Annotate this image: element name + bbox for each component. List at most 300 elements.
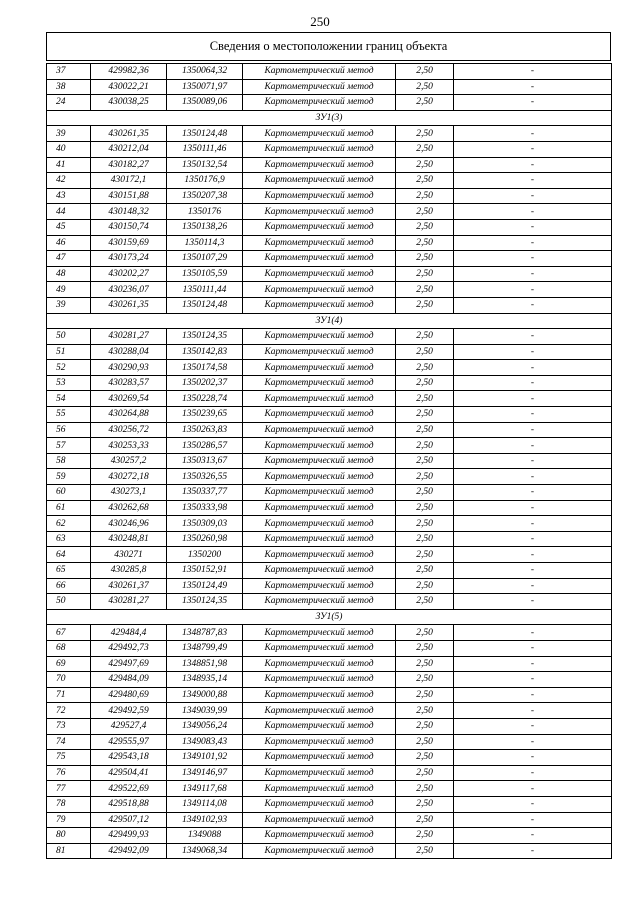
y-coordinate-cell: 1349146,97 xyxy=(167,765,243,781)
y-coordinate-cell: 1349039,99 xyxy=(167,703,243,719)
note-cell: - xyxy=(454,796,612,812)
accuracy-cell: 2,50 xyxy=(396,640,454,656)
x-coordinate-cell: 430290,93 xyxy=(91,360,167,376)
note-cell: - xyxy=(454,126,612,142)
accuracy-cell: 2,50 xyxy=(396,485,454,501)
table-row xyxy=(47,375,612,391)
x-coordinate-cell: 429492,59 xyxy=(91,703,167,719)
table-row xyxy=(47,703,612,719)
accuracy-cell: 2,50 xyxy=(396,64,454,80)
point-number-cell: 40 xyxy=(47,141,91,157)
x-coordinate-cell: 430151,88 xyxy=(91,188,167,204)
table-row xyxy=(47,750,612,766)
method-cell: Картометрический метод xyxy=(243,765,396,781)
method-cell: Картометрический метод xyxy=(243,828,396,844)
accuracy-cell: 2,50 xyxy=(396,453,454,469)
note-cell: - xyxy=(454,578,612,594)
note-cell: - xyxy=(454,360,612,376)
method-cell: Картометрический метод xyxy=(243,516,396,532)
accuracy-cell: 2,50 xyxy=(396,812,454,828)
note-cell: - xyxy=(454,282,612,298)
x-coordinate-cell: 430253,33 xyxy=(91,438,167,454)
point-number-cell: 50 xyxy=(47,329,91,345)
table-row xyxy=(47,485,612,501)
coordinates-table xyxy=(46,63,612,859)
x-coordinate-cell: 430248,81 xyxy=(91,531,167,547)
y-coordinate-cell: 1350309,03 xyxy=(167,516,243,532)
accuracy-cell: 2,50 xyxy=(396,516,454,532)
point-number-cell: 66 xyxy=(47,578,91,594)
note-cell: - xyxy=(454,656,612,672)
table-row xyxy=(47,656,612,672)
y-coordinate-cell: 1348787,83 xyxy=(167,625,243,641)
method-cell: Картометрический метод xyxy=(243,500,396,516)
point-number-cell: 55 xyxy=(47,407,91,423)
table-row xyxy=(47,126,612,142)
point-number-cell: 61 xyxy=(47,500,91,516)
note-cell: - xyxy=(454,640,612,656)
point-number-cell: 39 xyxy=(47,126,91,142)
method-cell: Картометрический метод xyxy=(243,734,396,750)
x-coordinate-cell: 430281,27 xyxy=(91,594,167,610)
note-cell: - xyxy=(454,344,612,360)
section-label: ЗУ1(5) xyxy=(47,609,612,625)
method-cell: Картометрический метод xyxy=(243,656,396,672)
x-coordinate-cell: 429480,69 xyxy=(91,687,167,703)
accuracy-cell: 2,50 xyxy=(396,329,454,345)
note-cell: - xyxy=(454,781,612,797)
table-row xyxy=(47,344,612,360)
point-number-cell: 62 xyxy=(47,516,91,532)
note-cell: - xyxy=(454,485,612,501)
x-coordinate-cell: 429543,18 xyxy=(91,750,167,766)
point-number-cell: 39 xyxy=(47,297,91,313)
table-row xyxy=(47,796,612,812)
table-row xyxy=(47,407,612,423)
method-cell: Картометрический метод xyxy=(243,485,396,501)
note-cell: - xyxy=(454,141,612,157)
y-coordinate-cell: 1350176,9 xyxy=(167,173,243,189)
note-cell: - xyxy=(454,422,612,438)
point-number-cell: 76 xyxy=(47,765,91,781)
x-coordinate-cell: 430246,96 xyxy=(91,516,167,532)
method-cell: Картометрический метод xyxy=(243,781,396,797)
method-cell: Картометрический метод xyxy=(243,718,396,734)
note-cell: - xyxy=(454,375,612,391)
point-number-cell: 37 xyxy=(47,64,91,80)
note-cell: - xyxy=(454,438,612,454)
table-row xyxy=(47,173,612,189)
table-row xyxy=(47,547,612,563)
note-cell: - xyxy=(454,329,612,345)
method-cell: Картометрический метод xyxy=(243,578,396,594)
table-row xyxy=(47,251,612,267)
method-cell: Картометрический метод xyxy=(243,687,396,703)
method-cell: Картометрический метод xyxy=(243,64,396,80)
accuracy-cell: 2,50 xyxy=(396,687,454,703)
table-row xyxy=(47,453,612,469)
x-coordinate-cell: 430173,24 xyxy=(91,251,167,267)
table-row xyxy=(47,500,612,516)
y-coordinate-cell: 1349083,43 xyxy=(167,734,243,750)
table-row xyxy=(47,718,612,734)
point-number-cell: 42 xyxy=(47,173,91,189)
table-row xyxy=(47,687,612,703)
accuracy-cell: 2,50 xyxy=(396,500,454,516)
x-coordinate-cell: 430288,04 xyxy=(91,344,167,360)
x-coordinate-cell: 430281,27 xyxy=(91,329,167,345)
point-number-cell: 68 xyxy=(47,640,91,656)
note-cell: - xyxy=(454,516,612,532)
y-coordinate-cell: 1350152,91 xyxy=(167,563,243,579)
point-number-cell: 59 xyxy=(47,469,91,485)
table-row xyxy=(47,157,612,173)
note-cell: - xyxy=(454,594,612,610)
x-coordinate-cell: 429522,69 xyxy=(91,781,167,797)
table-row xyxy=(47,765,612,781)
table-row xyxy=(47,329,612,345)
note-cell: - xyxy=(454,219,612,235)
method-cell: Картометрический метод xyxy=(243,251,396,267)
note-cell: - xyxy=(454,687,612,703)
accuracy-cell: 2,50 xyxy=(396,625,454,641)
y-coordinate-cell: 1350333,98 xyxy=(167,500,243,516)
y-coordinate-cell: 1350124,49 xyxy=(167,578,243,594)
table-row xyxy=(47,781,612,797)
table-row xyxy=(47,531,612,547)
coordinates-table-body xyxy=(47,64,612,859)
y-coordinate-cell: 1349117,68 xyxy=(167,781,243,797)
accuracy-cell: 2,50 xyxy=(396,563,454,579)
section-label: ЗУ1(3) xyxy=(47,110,612,126)
method-cell: Картометрический метод xyxy=(243,173,396,189)
table-row xyxy=(47,297,612,313)
accuracy-cell: 2,50 xyxy=(396,594,454,610)
table-row xyxy=(47,266,612,282)
point-number-cell: 75 xyxy=(47,750,91,766)
method-cell: Картометрический метод xyxy=(243,438,396,454)
y-coordinate-cell: 1350286,57 xyxy=(167,438,243,454)
accuracy-cell: 2,50 xyxy=(396,734,454,750)
section-row xyxy=(47,313,612,329)
method-cell: Картометрический метод xyxy=(243,266,396,282)
note-cell: - xyxy=(454,843,612,859)
method-cell: Картометрический метод xyxy=(243,640,396,656)
y-coordinate-cell: 1350207,38 xyxy=(167,188,243,204)
y-coordinate-cell: 1349114,08 xyxy=(167,796,243,812)
method-cell: Картометрический метод xyxy=(243,126,396,142)
y-coordinate-cell: 1349101,92 xyxy=(167,750,243,766)
method-cell: Картометрический метод xyxy=(243,235,396,251)
y-coordinate-cell: 1350107,29 xyxy=(167,251,243,267)
method-cell: Картометрический метод xyxy=(243,594,396,610)
y-coordinate-cell: 1349088 xyxy=(167,828,243,844)
table-row xyxy=(47,812,612,828)
point-number-cell: 56 xyxy=(47,422,91,438)
table-row xyxy=(47,843,612,859)
x-coordinate-cell: 429518,88 xyxy=(91,796,167,812)
table-row xyxy=(47,734,612,750)
accuracy-cell: 2,50 xyxy=(396,765,454,781)
x-coordinate-cell: 429497,69 xyxy=(91,656,167,672)
note-cell: - xyxy=(454,469,612,485)
x-coordinate-cell: 429492,73 xyxy=(91,640,167,656)
y-coordinate-cell: 1350174,58 xyxy=(167,360,243,376)
point-number-cell: 77 xyxy=(47,781,91,797)
y-coordinate-cell: 1350260,98 xyxy=(167,531,243,547)
point-number-cell: 46 xyxy=(47,235,91,251)
x-coordinate-cell: 429504,41 xyxy=(91,765,167,781)
point-number-cell: 60 xyxy=(47,485,91,501)
x-coordinate-cell: 429499,93 xyxy=(91,828,167,844)
accuracy-cell: 2,50 xyxy=(396,360,454,376)
y-coordinate-cell: 1350138,26 xyxy=(167,219,243,235)
note-cell: - xyxy=(454,500,612,516)
note-cell: - xyxy=(454,828,612,844)
section-row xyxy=(47,609,612,625)
table-row xyxy=(47,95,612,111)
x-coordinate-cell: 430257,2 xyxy=(91,453,167,469)
method-cell: Картометрический метод xyxy=(243,750,396,766)
x-coordinate-cell: 430261,37 xyxy=(91,578,167,594)
method-cell: Картометрический метод xyxy=(243,95,396,111)
method-cell: Картометрический метод xyxy=(243,329,396,345)
y-coordinate-cell: 1350111,44 xyxy=(167,282,243,298)
method-cell: Картометрический метод xyxy=(243,344,396,360)
note-cell: - xyxy=(454,235,612,251)
table-row xyxy=(47,204,612,220)
accuracy-cell: 2,50 xyxy=(396,235,454,251)
note-cell: - xyxy=(454,453,612,469)
y-coordinate-cell: 1350228,74 xyxy=(167,391,243,407)
note-cell: - xyxy=(454,251,612,267)
accuracy-cell: 2,50 xyxy=(396,578,454,594)
x-coordinate-cell: 430256,72 xyxy=(91,422,167,438)
y-coordinate-cell: 1350132,54 xyxy=(167,157,243,173)
method-cell: Картометрический метод xyxy=(243,531,396,547)
x-coordinate-cell: 430269,54 xyxy=(91,391,167,407)
point-number-cell: 44 xyxy=(47,204,91,220)
point-number-cell: 51 xyxy=(47,344,91,360)
note-cell: - xyxy=(454,812,612,828)
y-coordinate-cell: 1350142,83 xyxy=(167,344,243,360)
note-cell: - xyxy=(454,64,612,80)
point-number-cell: 70 xyxy=(47,672,91,688)
point-number-cell: 65 xyxy=(47,563,91,579)
note-cell: - xyxy=(454,204,612,220)
y-coordinate-cell: 1348935,14 xyxy=(167,672,243,688)
method-cell: Картометрический метод xyxy=(243,282,396,298)
note-cell: - xyxy=(454,734,612,750)
point-number-cell: 43 xyxy=(47,188,91,204)
y-coordinate-cell: 1350114,3 xyxy=(167,235,243,251)
note-cell: - xyxy=(454,173,612,189)
x-coordinate-cell: 429555,97 xyxy=(91,734,167,750)
point-number-cell: 81 xyxy=(47,843,91,859)
accuracy-cell: 2,50 xyxy=(396,422,454,438)
accuracy-cell: 2,50 xyxy=(396,79,454,95)
table-row xyxy=(47,469,612,485)
method-cell: Картометрический метод xyxy=(243,625,396,641)
accuracy-cell: 2,50 xyxy=(396,547,454,563)
method-cell: Картометрический метод xyxy=(243,297,396,313)
x-coordinate-cell: 430262,68 xyxy=(91,500,167,516)
accuracy-cell: 2,50 xyxy=(396,157,454,173)
accuracy-cell: 2,50 xyxy=(396,141,454,157)
method-cell: Картометрический метод xyxy=(243,360,396,376)
x-coordinate-cell: 430236,07 xyxy=(91,282,167,298)
x-coordinate-cell: 429527,4 xyxy=(91,718,167,734)
x-coordinate-cell: 430283,57 xyxy=(91,375,167,391)
point-number-cell: 72 xyxy=(47,703,91,719)
point-number-cell: 45 xyxy=(47,219,91,235)
method-cell: Картометрический метод xyxy=(243,796,396,812)
accuracy-cell: 2,50 xyxy=(396,796,454,812)
method-cell: Картометрический метод xyxy=(243,157,396,173)
table-row xyxy=(47,438,612,454)
table-row xyxy=(47,141,612,157)
point-number-cell: 48 xyxy=(47,266,91,282)
accuracy-cell: 2,50 xyxy=(396,344,454,360)
accuracy-cell: 2,50 xyxy=(396,266,454,282)
note-cell: - xyxy=(454,625,612,641)
note-cell: - xyxy=(454,297,612,313)
y-coordinate-cell: 1350124,35 xyxy=(167,329,243,345)
method-cell: Картометрический метод xyxy=(243,843,396,859)
table-row xyxy=(47,219,612,235)
accuracy-cell: 2,50 xyxy=(396,375,454,391)
table-row xyxy=(47,188,612,204)
table-row xyxy=(47,391,612,407)
point-number-cell: 50 xyxy=(47,594,91,610)
note-cell: - xyxy=(454,703,612,719)
y-coordinate-cell: 1350326,55 xyxy=(167,469,243,485)
accuracy-cell: 2,50 xyxy=(396,219,454,235)
table-row xyxy=(47,594,612,610)
point-number-cell: 57 xyxy=(47,438,91,454)
table-row xyxy=(47,828,612,844)
x-coordinate-cell: 430273,1 xyxy=(91,485,167,501)
accuracy-cell: 2,50 xyxy=(396,843,454,859)
page-number: 250 xyxy=(310,14,330,29)
y-coordinate-cell: 1350089,06 xyxy=(167,95,243,111)
y-coordinate-cell: 1349102,93 xyxy=(167,812,243,828)
accuracy-cell: 2,50 xyxy=(396,407,454,423)
table-row xyxy=(47,672,612,688)
method-cell: Картометрический метод xyxy=(243,547,396,563)
table-row xyxy=(47,282,612,298)
point-number-cell: 41 xyxy=(47,157,91,173)
point-number-cell: 64 xyxy=(47,547,91,563)
y-coordinate-cell: 1350111,46 xyxy=(167,141,243,157)
x-coordinate-cell: 430212,04 xyxy=(91,141,167,157)
accuracy-cell: 2,50 xyxy=(396,282,454,298)
table-row xyxy=(47,235,612,251)
note-cell: - xyxy=(454,407,612,423)
y-coordinate-cell: 1350124,35 xyxy=(167,594,243,610)
table-title: Сведения о местоположении границ объекта xyxy=(46,32,611,61)
point-number-cell: 78 xyxy=(47,796,91,812)
point-number-cell: 38 xyxy=(47,79,91,95)
note-cell: - xyxy=(454,718,612,734)
note-cell: - xyxy=(454,266,612,282)
point-number-cell: 80 xyxy=(47,828,91,844)
point-number-cell: 47 xyxy=(47,251,91,267)
x-coordinate-cell: 429507,12 xyxy=(91,812,167,828)
x-coordinate-cell: 430264,88 xyxy=(91,407,167,423)
y-coordinate-cell: 1348799,49 xyxy=(167,640,243,656)
x-coordinate-cell: 429982,36 xyxy=(91,64,167,80)
x-coordinate-cell: 430261,35 xyxy=(91,297,167,313)
y-coordinate-cell: 1349056,24 xyxy=(167,718,243,734)
method-cell: Картометрический метод xyxy=(243,703,396,719)
point-number-cell: 63 xyxy=(47,531,91,547)
accuracy-cell: 2,50 xyxy=(396,126,454,142)
accuracy-cell: 2,50 xyxy=(396,297,454,313)
table-row xyxy=(47,640,612,656)
section-row xyxy=(47,110,612,126)
y-coordinate-cell: 1350064,32 xyxy=(167,64,243,80)
note-cell: - xyxy=(454,157,612,173)
note-cell: - xyxy=(454,547,612,563)
x-coordinate-cell: 430285,8 xyxy=(91,563,167,579)
point-number-cell: 71 xyxy=(47,687,91,703)
point-number-cell: 79 xyxy=(47,812,91,828)
note-cell: - xyxy=(454,765,612,781)
table-row xyxy=(47,625,612,641)
accuracy-cell: 2,50 xyxy=(396,204,454,220)
method-cell: Картометрический метод xyxy=(243,188,396,204)
accuracy-cell: 2,50 xyxy=(396,718,454,734)
note-cell: - xyxy=(454,188,612,204)
x-coordinate-cell: 429484,09 xyxy=(91,672,167,688)
method-cell: Картометрический метод xyxy=(243,219,396,235)
note-cell: - xyxy=(454,750,612,766)
point-number-cell: 24 xyxy=(47,95,91,111)
table-row xyxy=(47,563,612,579)
y-coordinate-cell: 1350124,48 xyxy=(167,297,243,313)
x-coordinate-cell: 429492,09 xyxy=(91,843,167,859)
note-cell: - xyxy=(454,95,612,111)
y-coordinate-cell: 1350263,83 xyxy=(167,422,243,438)
x-coordinate-cell: 430261,35 xyxy=(91,126,167,142)
accuracy-cell: 2,50 xyxy=(396,391,454,407)
y-coordinate-cell: 1350202,37 xyxy=(167,375,243,391)
x-coordinate-cell: 429484,4 xyxy=(91,625,167,641)
accuracy-cell: 2,50 xyxy=(396,251,454,267)
accuracy-cell: 2,50 xyxy=(396,95,454,111)
note-cell: - xyxy=(454,391,612,407)
point-number-cell: 67 xyxy=(47,625,91,641)
x-coordinate-cell: 430182,27 xyxy=(91,157,167,173)
accuracy-cell: 2,50 xyxy=(396,438,454,454)
table-row xyxy=(47,422,612,438)
note-cell: - xyxy=(454,79,612,95)
accuracy-cell: 2,50 xyxy=(396,750,454,766)
accuracy-cell: 2,50 xyxy=(396,703,454,719)
y-coordinate-cell: 1349000,88 xyxy=(167,687,243,703)
point-number-cell: 74 xyxy=(47,734,91,750)
note-cell: - xyxy=(454,672,612,688)
table-row xyxy=(47,64,612,80)
x-coordinate-cell: 430272,18 xyxy=(91,469,167,485)
section-label: ЗУ1(4) xyxy=(47,313,612,329)
y-coordinate-cell: 1350313,67 xyxy=(167,453,243,469)
accuracy-cell: 2,50 xyxy=(396,672,454,688)
y-coordinate-cell: 1350239,65 xyxy=(167,407,243,423)
x-coordinate-cell: 430271 xyxy=(91,547,167,563)
accuracy-cell: 2,50 xyxy=(396,531,454,547)
